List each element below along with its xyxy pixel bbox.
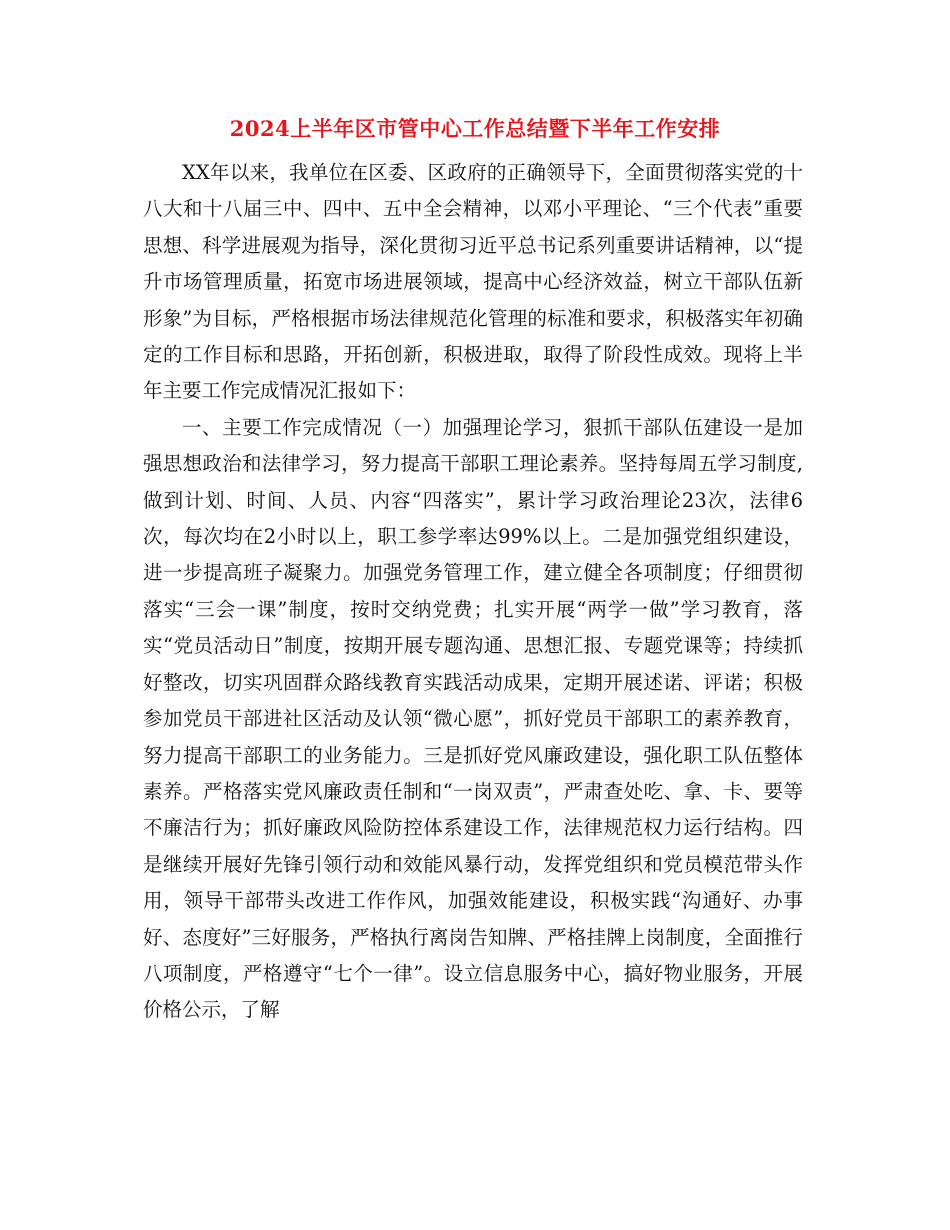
intro-paragraph: XX年以来，我单位在区委、区政府的正确领导下，全面贯彻落实党的十八大和十八届三中、四中、五中全会精神，以邓小平理论、“三个代表”重要思想、科学进展观为指导，深化贯彻习近平总书记系列重要讲话精神，以“提升市场管理质量，拓宽市场进展领域，提高中心经济效益，树立干部队伍新形象”为目标，严格根据市场法律规范化管理的标准和要求，积极落实年初确定的工作目标和思路，开拓创新，积极进取，取得了阶段性成效。现将上半年主要工作完成情况汇报如下： — [143, 161, 803, 403]
work-completion-paragraph: 一、主要工作完成情况（一）加强理论学习，狠抓干部队伍建设一是加强思想政治和法律学习，努力提高干部职工理论素养。坚持每周五学习制度,做到计划、时间、人员、内容“四落实”，累计学习政治理论23次，法律6次，每次均在2小时以上，职工参学率达99%以上。二是加强党组织建设，进一步提高班子凝聚力。加强党务管理工作，建立健全各项制度；仔细贯彻落实“三会一课”制度，按时交纳党费；扎实开展“两学一做”学习教育，落实“党员活动日”制度，按期开展专题沟通、思想汇报、专题党课等；持续抓好整改，切实巩固群众路线教育实践活动成果，定期开展述诺、评诺；积极参加党员干部进社区活动及认领“微心愿”，抓好党员干部职工的素养教育，努力提高干部职工的业务能力。三是抓好党风廉政建设，强化职工队伍整体素养。严格落实党风廉政责任制和“一岗双责”，严肃查处吃、拿、卡、要等不廉洁行为；抓好廉政风险防控体系建设工作，法律规范权力运行结构。四是继续开展好先锋引领行动和效能风暴行动，发挥党组织和党员模范带头作用，领导干部带头改进工作作风，加强效能建设，积极实践“沟通好、办事好、态度好”三好服务，严格执行离岗告知牌、严格挂牌上岗制度，全面推行八项制度，严格遵守“七个一律”。设立信息服务中心，搞好物业服务，开展价格公示，了解 — [143, 415, 803, 1022]
document-body — [143, 155, 803, 1029]
document-title: 2024上半年区市管中心工作总结暨下半年工作安排 — [229, 116, 721, 141]
